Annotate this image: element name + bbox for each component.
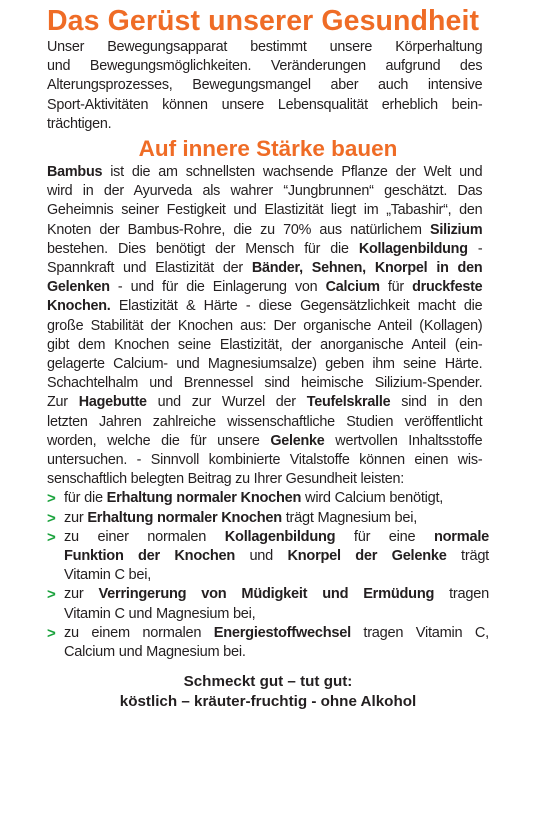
list-item-text xyxy=(64,528,489,586)
body-line: Bambus ist die am schnellsten wachsende Pflanze der Welt und xyxy=(47,164,483,181)
list-item-text xyxy=(64,489,489,508)
bold-text: Silizium xyxy=(430,221,483,238)
list-item xyxy=(47,528,489,586)
list-item-line: Calcium und Magnesium bei. xyxy=(64,644,246,661)
body-line: Spannkraft und Elastizität der Bänder, Sehnen, Knorpel in den xyxy=(47,260,483,277)
page-title: Das Gerüst unserer Gesundheit xyxy=(47,5,480,37)
list-item-line: für die Erhaltung normaler Knochen wird Calcium benötigt, xyxy=(64,490,444,507)
list-item xyxy=(47,624,489,662)
footer-line-1: Schmeckt gut – tut gut: xyxy=(183,673,353,691)
list-item-line: zu einer normalen Kollagenbildung für eine normale xyxy=(64,528,489,545)
list-item xyxy=(47,585,489,623)
bold-text: Teufelskralle xyxy=(306,394,391,411)
body-line: untersuchen. - Sinnvoll kombinierte Vitalstoffe können einen wis- xyxy=(47,452,483,469)
bold-text: normale xyxy=(433,528,489,545)
list-item-line: Vitamin C und Magnesium bei, xyxy=(64,605,256,622)
intro-line: Unser Bewegungsapparat bestimmt unsere Körperhaltung xyxy=(47,39,483,55)
bold-text: Bänder, Sehnen, Knorpel in den xyxy=(251,260,483,277)
bold-text: druckfeste xyxy=(412,279,483,296)
chevron-right-icon: > xyxy=(47,509,56,527)
body-line: Gelenken - und für die Einlagerung von Calcium für druckfeste xyxy=(47,279,483,296)
bold-text: Erhaltung normaler Knochen xyxy=(87,509,282,526)
list-item xyxy=(47,509,489,528)
intro-line: trächtigen. xyxy=(47,115,112,132)
body-line: Zur Hagebutte und zur Wurzel der Teufelskralle sind in den xyxy=(47,394,483,411)
bold-text: Hagebutte xyxy=(78,394,147,411)
chevron-right-icon: > xyxy=(47,490,56,508)
list-item xyxy=(47,489,489,508)
bullet-list xyxy=(47,489,489,662)
body-line: Knoten der Bambus-Rohre, die zu 70% aus natürlichem Silizium xyxy=(47,221,483,238)
body-line: gibt dem Knochen seine Elastizität, der anorganische Anteil (ein- xyxy=(47,336,483,353)
chevron-right-icon: > xyxy=(47,586,56,604)
body-line: gelagerte Calcium- und Magnesiumsalze) geben ihm seine Härte. xyxy=(47,356,483,373)
list-item-line: zu einem normalen Energiestoffwechsel tragen Vitamin C, xyxy=(64,624,489,641)
intro-line: Sport-Aktivitäten können unsere Lebensqualität erheblich bein- xyxy=(47,96,483,113)
bold-text: Knochen. xyxy=(47,298,111,315)
footer-slogan xyxy=(47,672,489,712)
body-line: wird in der Ayurveda als wahrer “Jungbrunnen“ geschätzt. Das xyxy=(47,183,483,200)
list-item-text xyxy=(64,585,489,623)
intro-line: Alterungsprozesses, Bewegungsmangel aber auch intensive xyxy=(47,77,483,94)
list-item-line: Funktion der Knochen und Knorpel der Gelenke trägt xyxy=(64,548,489,565)
footer-line-2: köstlich – kräuter-fruchtig - ohne Alkohol xyxy=(119,693,417,711)
bold-text: Erhaltung normaler Knochen xyxy=(106,490,302,507)
body-line: Schachtelhalm und Brennessel sind heimische Silizium-Spender. xyxy=(47,375,483,392)
bold-text: Kollagenbildung xyxy=(358,240,468,257)
body-line: Geheimnis seiner Festigkeit und Elastizität liegt im „Tabashir“, den xyxy=(47,202,483,219)
list-item-text xyxy=(64,509,489,528)
list-item-line: Vitamin C bei, xyxy=(64,567,152,584)
list-item-line: zur Verringerung von Müdigkeit und Ermüdung tragen xyxy=(64,586,489,603)
bold-text: Gelenke xyxy=(270,432,325,449)
bold-text: Gelenken xyxy=(47,279,110,296)
bold-text: Funktion der Knochen xyxy=(64,548,236,565)
chevron-right-icon: > xyxy=(47,624,56,642)
list-item-text xyxy=(64,624,489,662)
body-line: große Stabilität der Knochen aus: Der organische Anteil (Kollagen) xyxy=(47,317,483,334)
intro-line: und Bewegungsmöglichkeiten. Veränderungen aufgrund des xyxy=(47,58,483,75)
section-heading: Auf innere Stärke bauen xyxy=(138,136,398,162)
bold-text: Knorpel der Gelenke xyxy=(287,548,447,565)
bold-text: Bambus xyxy=(47,164,103,181)
intro-paragraph xyxy=(47,38,482,134)
bold-text: Verringerung von Müdigkeit und Ermüdung xyxy=(98,586,435,603)
body-line: Knochen. Elastizität & Härte - diese Gegensätzlichkeit macht die xyxy=(47,298,483,315)
body-paragraph xyxy=(47,163,482,489)
bold-text: Calcium xyxy=(325,279,380,296)
body-line: bestehen. Dies benötigt der Mensch für die Kollagenbildung - xyxy=(47,240,483,257)
body-line: letzten Jahren zahlreiche wissenschaftliche Studien veröffentlicht xyxy=(47,413,483,430)
body-line: worden, welche die für unsere Gelenke wertvollen Inhaltsstoffe xyxy=(47,432,483,449)
chevron-right-icon: > xyxy=(47,528,56,546)
body-line: senschaftlich belegten Beitrag zu Ihrer Gesundheit leisten: xyxy=(47,471,405,488)
list-item-line: zur Erhaltung normaler Knochen trägt Magnesium bei, xyxy=(64,509,418,526)
bold-text: Kollagenbildung xyxy=(224,528,336,545)
bold-text: Energiestoffwechsel xyxy=(213,624,351,641)
